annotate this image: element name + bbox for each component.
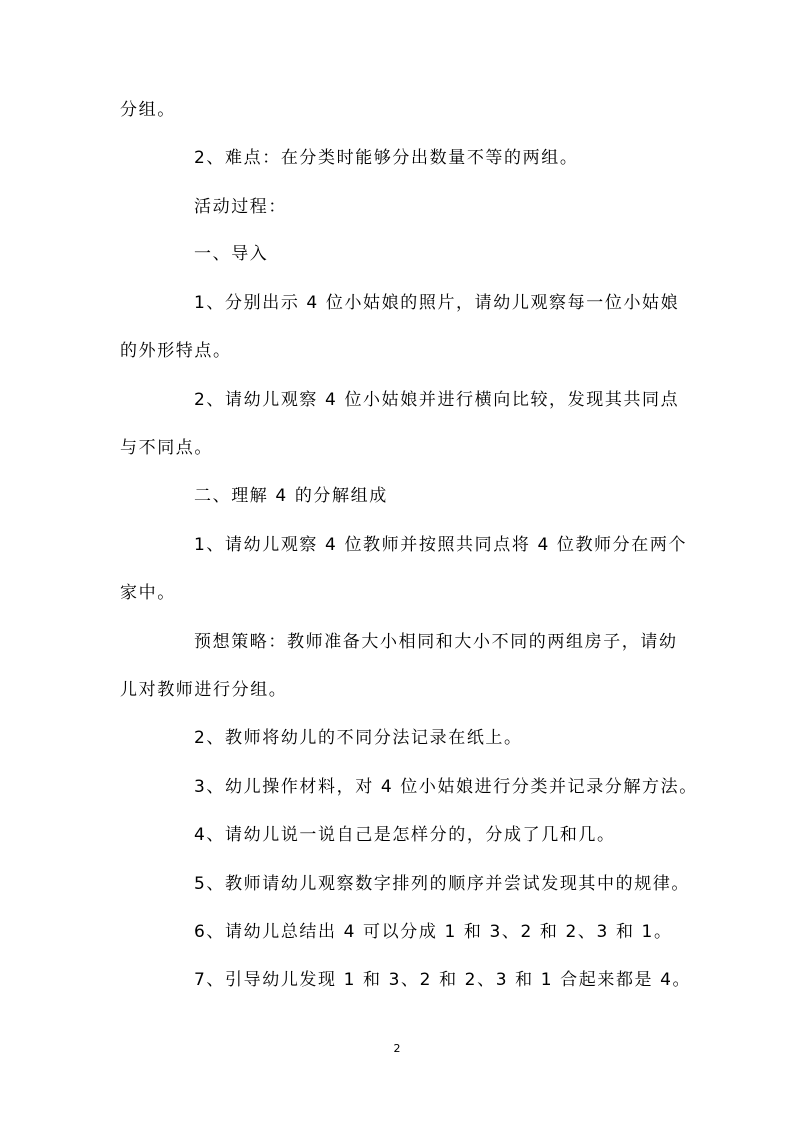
text-line: 活动过程：: [194, 197, 287, 217]
text-line: 与不同点。: [120, 438, 213, 458]
text-line: 儿对教师进行分组。: [120, 680, 288, 700]
text-line: 的外形特点。: [120, 341, 232, 361]
text-line: 3、幼儿操作材料，对 4 位小姑娘进行分类并记录分解方法。: [194, 777, 698, 797]
text-line: 预想策略：教师准备大小相同和大小不同的两组房子，请幼: [194, 632, 678, 652]
text-line: 6、请幼儿总结出 4 可以分成 1 和 3、2 和 2、3 和 1。: [194, 922, 673, 942]
text-line: 7、引导幼儿发现 1 和 3、2 和 2、3 和 1 合起来都是 4。: [194, 970, 692, 990]
page-number: 2: [393, 1042, 401, 1055]
section-heading: 二、理解 4 的分解组成: [194, 486, 388, 506]
section-heading: 一、导入: [194, 244, 269, 264]
text-line: 家中。: [120, 583, 176, 603]
text-line: 2、难点：在分类时能够分出数量不等的两组。: [194, 148, 579, 168]
text-line: 1、请幼儿观察 4 位教师并按照共同点将 4 位教师分在两个: [194, 535, 688, 555]
text-line: 2、教师将幼儿的不同分法记录在纸上。: [194, 728, 523, 748]
text-line: 1、分别出示 4 位小姑娘的照片，请幼儿观察每一位小姑娘: [194, 293, 680, 313]
text-line: 5、教师请幼儿观察数字排列的顺序并尝试发现其中的规律。: [194, 874, 691, 894]
text-line: 4、请幼儿说一说自己是怎样分的，分成了几和几。: [194, 825, 616, 845]
text-line: 分组。: [120, 100, 176, 120]
text-line: 2、请幼儿观察 4 位小姑娘并进行横向比较，发现其共同点: [194, 390, 680, 410]
